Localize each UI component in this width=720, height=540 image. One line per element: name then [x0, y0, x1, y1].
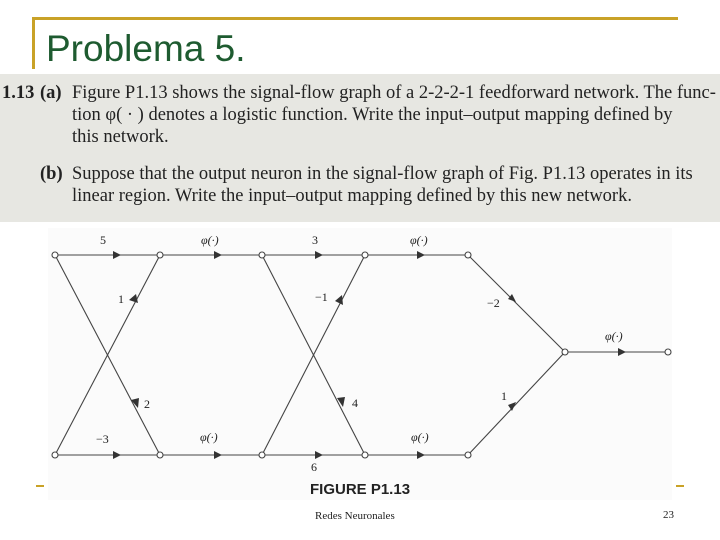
- part-b-line-1: Suppose that the output neuron in the signal-flow graph of Fig. P1.13 operates in its: [72, 164, 693, 184]
- out-node-h1-top: [259, 252, 265, 258]
- sum-node-h1-top: [157, 252, 163, 258]
- input-node-2: [52, 452, 58, 458]
- arrow-h1-top: [214, 251, 222, 259]
- sum-node-output: [562, 349, 568, 355]
- arrow-l1-bt: [129, 294, 138, 303]
- weight-label-l1-tb: 2: [144, 397, 150, 411]
- arrow-out: [618, 348, 626, 356]
- weight-label-l2-bb: 6: [311, 460, 317, 474]
- arrow-l3-bottom: [508, 402, 516, 411]
- out-node-h2-bottom: [465, 452, 471, 458]
- out-node-h1-bottom: [259, 452, 265, 458]
- weight-label-l3-top: −2: [487, 296, 500, 310]
- activation-label-h2-bottom: φ(·): [411, 430, 429, 444]
- slide-title: Problema 5.: [46, 28, 246, 69]
- arrow-l1-top: [113, 251, 121, 259]
- slide-number: 23: [663, 509, 674, 521]
- part-a-line-1: Figure P1.13 shows the signal-flow graph of a 2-2-2-1 feedforward network. The func-: [72, 83, 716, 103]
- arrow-l2-top: [315, 251, 323, 259]
- weight-label-l2-tt: 3: [312, 233, 318, 247]
- arrowheads: [113, 251, 626, 459]
- weight-label-l3-bottom: 1: [501, 389, 507, 403]
- problem-number: 1.13: [2, 83, 35, 103]
- weight-label-l2-tb: 4: [352, 396, 358, 410]
- out-node-h2-top: [465, 252, 471, 258]
- footer-course-name: Redes Neuronales: [315, 510, 395, 522]
- activation-label-output: φ(·): [605, 329, 623, 343]
- figure-caption: FIGURE P1.13: [310, 481, 411, 498]
- weight-label-l1-tt: 5: [100, 233, 106, 247]
- footer-dash-right: [676, 485, 684, 487]
- edge-l3-bottom: [468, 352, 565, 455]
- arrow-h2-top: [417, 251, 425, 259]
- weight-label-l1-bb: −3: [96, 432, 109, 446]
- part-a-line-3: this network.: [72, 127, 169, 147]
- activation-label-h1-bottom: φ(·): [200, 430, 218, 444]
- weight-label-l1-bt: 1: [118, 292, 124, 306]
- arrow-l2-bottom: [315, 451, 323, 459]
- part-a-line-2: tion φ( · ) denotes a logistic function. Write the input–output mapping defined by: [72, 105, 673, 125]
- part-a-label: (a): [40, 83, 62, 103]
- output-node: [665, 349, 671, 355]
- sum-node-h1-bottom: [157, 452, 163, 458]
- arrow-l1-bottom: [113, 451, 121, 459]
- part-b-label: (b): [40, 164, 63, 184]
- arrow-l3-top: [508, 294, 516, 302]
- activation-label-h2-top: φ(·): [410, 233, 428, 247]
- part-b-line-2: linear region. Write the input–output mapping defined by this new network.: [72, 186, 632, 206]
- edge-l3-top: [468, 255, 565, 352]
- input-node-1: [52, 252, 58, 258]
- arrow-l2-bt: [335, 295, 343, 305]
- arrow-h1-bottom: [214, 451, 222, 459]
- footer-dash-left: [36, 485, 44, 487]
- weight-label-l2-bt: −1: [315, 290, 328, 304]
- sum-node-h2-bottom: [362, 452, 368, 458]
- sum-node-h2-top: [362, 252, 368, 258]
- activation-label-h1-top: φ(·): [201, 233, 219, 247]
- arrow-h2-bottom: [417, 451, 425, 459]
